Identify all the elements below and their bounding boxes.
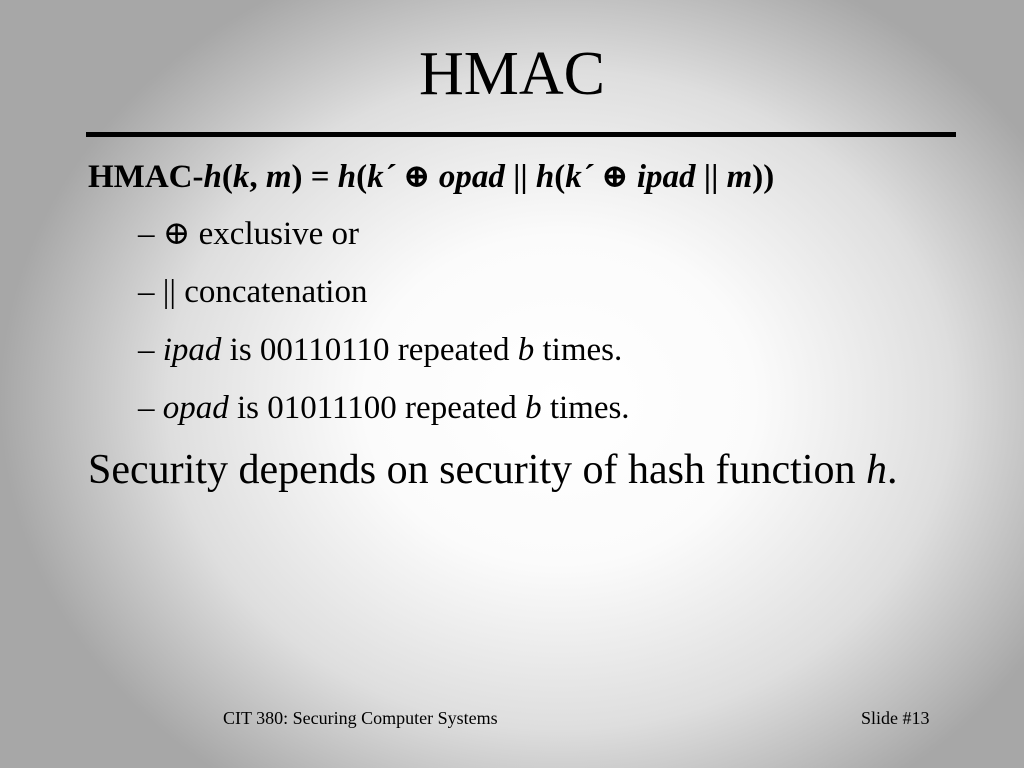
formula-part: k´: [565, 159, 593, 195]
formula-part: m: [726, 159, 753, 195]
formula-part: m: [265, 159, 292, 195]
formula-part: ⊕: [592, 159, 637, 195]
summary-text: Security depends on security of hash function: [88, 447, 866, 493]
formula-part: ) =: [291, 159, 338, 195]
bullet-term: opad: [162, 390, 229, 426]
formula-part: )): [752, 159, 775, 195]
formula-part: h: [535, 159, 555, 195]
bullet-ipad: [138, 328, 938, 386]
formula-part: ||: [695, 159, 727, 195]
formula-part: HMAC-: [88, 159, 204, 195]
formula-part: opad: [438, 159, 505, 195]
formula-part: (: [221, 159, 233, 195]
formula-part: (: [356, 159, 368, 195]
bullet-variable: b: [517, 332, 535, 368]
bullet-text: times.: [541, 390, 630, 426]
bullet-dash: –: [138, 332, 163, 368]
formula-part: h: [203, 159, 222, 195]
bullet-opad: [138, 386, 938, 444]
formula-part: k: [232, 159, 250, 195]
bullet-text: is 00110110 repeated: [221, 332, 518, 368]
formula-part: (: [554, 159, 566, 195]
bullet-concatenation: – || concatenation: [138, 274, 368, 310]
bullet-list: [138, 212, 938, 444]
bullet-dash: –: [138, 390, 163, 426]
formula-part: ⊕: [394, 159, 439, 195]
formula-part: ipad: [636, 159, 696, 195]
hmac-formula: [88, 155, 774, 199]
summary-end: .: [886, 447, 898, 493]
formula-part: ,: [249, 159, 266, 195]
security-summary: [88, 444, 897, 496]
footer-course: CIT 380: Securing Computer Systems: [223, 708, 498, 728]
bullet-term: ipad: [162, 332, 222, 368]
bullet-xor: – ⊕ exclusive or: [138, 216, 360, 252]
slide-title: HMAC: [418, 40, 606, 108]
bullet-text: times.: [534, 332, 623, 368]
summary-variable: h: [865, 447, 887, 493]
title-divider: [86, 132, 956, 137]
formula-part: h: [337, 159, 357, 195]
formula-part: ||: [504, 159, 536, 195]
bullet-variable: b: [525, 390, 542, 426]
footer-slide-number: Slide #13: [861, 708, 930, 728]
formula-part: k´: [367, 159, 395, 195]
bullet-text: is 01011100 repeated: [228, 390, 526, 426]
